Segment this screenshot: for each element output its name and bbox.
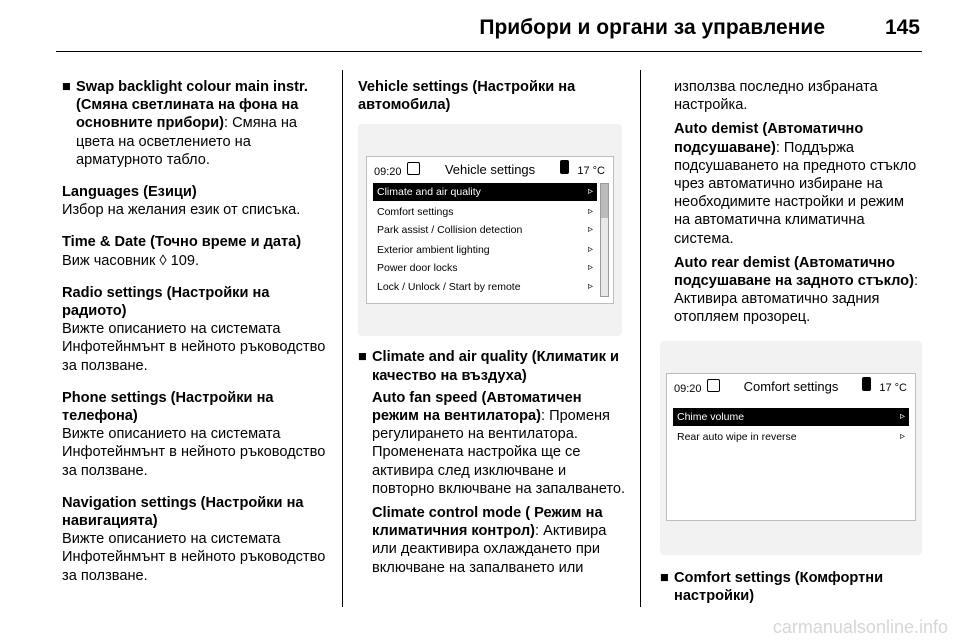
section-text: Виж часовник ◊ 109. bbox=[62, 252, 200, 269]
thermometer-icon bbox=[862, 377, 871, 391]
rear-text: : Активира автоматично задния отопляем прозорец. bbox=[674, 273, 919, 326]
temperature: 17 °C bbox=[577, 165, 605, 178]
menu-item-chime-volume[interactable]: Chime volume ▹ bbox=[673, 408, 909, 426]
header-rule bbox=[56, 51, 922, 52]
clock-time: 09:20 bbox=[374, 166, 402, 179]
menu-item-climate[interactable]: Climate and air quality ▹ bbox=[373, 183, 597, 201]
chevron-right-icon: ▹ bbox=[899, 430, 905, 442]
menu-item-park-assist[interactable]: Park assist / Collision detection ▹ bbox=[373, 221, 597, 239]
menu-item-door-locks[interactable]: Power door locks ▹ bbox=[373, 259, 597, 277]
section-languages bbox=[62, 183, 332, 219]
menu-item-comfort[interactable]: Comfort settings ▹ bbox=[373, 203, 597, 221]
climate-mode-paragraph bbox=[372, 504, 626, 577]
auto-demist-paragraph bbox=[660, 120, 922, 247]
comfort-title: Comfort settings (Комфортни настройки) bbox=[674, 569, 884, 604]
section-title: Time & Date (Точно време и дата) bbox=[62, 234, 302, 251]
swap-title: Swap backlight colour main instr. (Смяна светлината на фона на основните прибори) bbox=[76, 79, 308, 132]
section-phone-settings bbox=[62, 389, 332, 480]
demist-title: Auto demist (Автоматично подсушаване) bbox=[674, 121, 864, 156]
fan-title: Auto fan speed (Автоматичен режим на вентилатора) bbox=[372, 389, 582, 425]
auto-rear-demist-paragraph bbox=[660, 254, 922, 327]
fan-speed-paragraph bbox=[372, 389, 626, 498]
section-text: Избор на желания език от списъка. bbox=[62, 202, 301, 219]
chevron-right-icon: ▹ bbox=[587, 206, 593, 218]
display-title: Comfort settings bbox=[743, 378, 839, 394]
menu-item-rear-wipe[interactable]: Rear auto wipe in reverse ▹ bbox=[673, 428, 909, 446]
column-divider bbox=[640, 70, 641, 607]
temperature: 17 °C bbox=[879, 381, 907, 394]
chevron-right-icon: ▹ bbox=[587, 262, 593, 274]
display-status-bar bbox=[367, 157, 613, 181]
section-radio-settings bbox=[62, 284, 332, 375]
scrollbar-thumb[interactable] bbox=[601, 184, 608, 218]
section-text: Вижте описанието на системата Инфотейнмънт в нейното ръководство за ползване. bbox=[62, 321, 326, 374]
watermark: carmanualsonline.info bbox=[772, 617, 948, 637]
section-title: Phone settings (Настройки на телефона) bbox=[62, 389, 274, 425]
ccm-title: Climate control mode ( Режим на климатичния контрол) bbox=[372, 505, 603, 540]
chevron-right-icon: ▹ bbox=[587, 224, 593, 236]
display-title: Vehicle settings bbox=[444, 162, 536, 178]
column-divider bbox=[342, 70, 343, 607]
menu-item-exterior-lighting[interactable]: Exterior ambient lighting ▹ bbox=[373, 241, 597, 259]
section-text: Вижте описанието на системата Инфотейнмънт в нейното ръководство за ползване. bbox=[62, 531, 326, 584]
scrollbar[interactable] bbox=[600, 183, 609, 297]
chevron-right-icon: ▹ bbox=[587, 244, 593, 256]
section-title: Languages (Езици) bbox=[62, 184, 197, 201]
vehicle-settings-screenshot bbox=[358, 124, 622, 336]
section-title: Navigation settings (Настройки на навигацията) bbox=[62, 494, 304, 530]
header-title: Прибори и органи за управление bbox=[479, 16, 825, 39]
display-screen bbox=[666, 373, 916, 521]
swap-text: : Смяна на цвета на осветлението на арматурното табло. bbox=[76, 115, 298, 168]
continued-text: използва последно избраната настройка. bbox=[674, 79, 878, 114]
section-text: Вижте описанието на системата Инфотейнмънт в нейното ръководство за ползване. bbox=[62, 426, 326, 479]
comfort-settings-item bbox=[660, 569, 922, 605]
demist-text: : Поддържа подсушаването на предното стъкло чрез автоматично избиране на необходимите настройки и режим на автоматична климатична система. bbox=[674, 139, 917, 247]
climate-item bbox=[358, 348, 626, 576]
clock-time: 09:20 bbox=[674, 382, 702, 395]
thermometer-icon bbox=[560, 160, 569, 174]
swap-backlight-item bbox=[62, 78, 332, 169]
vehicle-settings-heading: Vehicle settings (Настройки на автомобила) bbox=[358, 79, 576, 114]
climate-title: Climate and air quality (Климатик и качество на въздуха) bbox=[372, 349, 619, 384]
display-screen bbox=[366, 156, 614, 304]
menu-item-lock-unlock[interactable]: Lock / Unlock / Start by remote ▹ bbox=[373, 278, 597, 296]
section-time-date bbox=[62, 233, 332, 269]
section-navigation-settings bbox=[62, 494, 332, 585]
page-number: 145 bbox=[884, 16, 920, 39]
chevron-right-icon: ▹ bbox=[899, 410, 905, 422]
display-status-bar bbox=[667, 374, 915, 398]
chevron-right-icon: ▹ bbox=[587, 186, 593, 198]
rear-title: Auto rear demist (Автоматично подсушаване на задното стъкло) bbox=[674, 254, 914, 290]
column-3 bbox=[660, 78, 922, 605]
ccm-text: : Активира или деактивира охлаждането при включване на запалването или bbox=[372, 523, 607, 576]
column-2 bbox=[358, 78, 626, 577]
chevron-right-icon: ▹ bbox=[587, 281, 593, 293]
fan-text: : Променя регулирането на вентилатора. Променената настройка ще се активира след изключване и повторно включване на запалването. bbox=[372, 408, 626, 497]
bullet-icon: ■ bbox=[358, 349, 367, 366]
section-title: Radio settings (Настройки на радиото) bbox=[62, 284, 270, 320]
bullet-icon: ■ bbox=[660, 569, 669, 586]
column-1 bbox=[62, 78, 332, 599]
bullet-icon: ■ bbox=[62, 79, 71, 95]
comfort-settings-screenshot bbox=[660, 341, 922, 555]
